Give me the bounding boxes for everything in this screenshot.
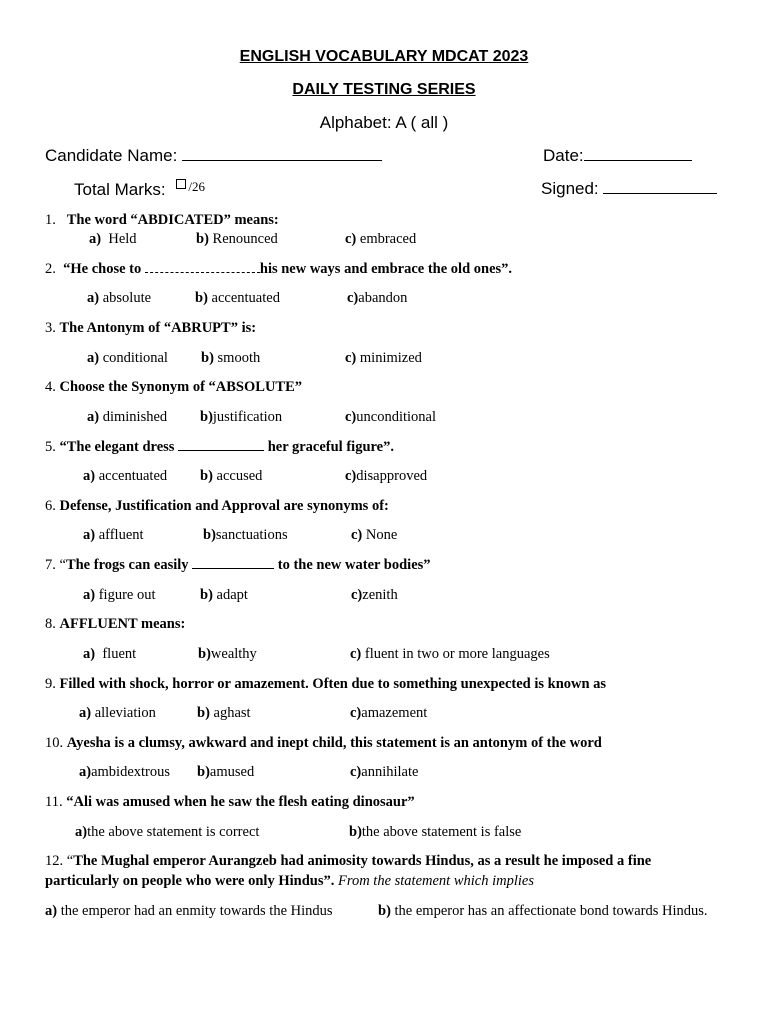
answer-blank[interactable] xyxy=(192,568,274,569)
question-2: 2. “He chose to his new ways and embrace the old ones”. xyxy=(45,261,513,277)
q8-option-b[interactable]: b)wealthy xyxy=(198,646,257,662)
q2-option-a[interactable]: a) absolute xyxy=(87,290,152,306)
date-row xyxy=(543,146,692,166)
q6-option-b[interactable]: b)sanctuations xyxy=(203,527,288,543)
q3-option-b[interactable]: b) smooth xyxy=(201,350,261,366)
q4-option-c[interactable]: c)unconditional xyxy=(345,409,437,425)
question-10: 10. Ayesha is a clumsy, awkward and inept child, this statement is an antonym of the word xyxy=(45,735,602,751)
signed-field[interactable] xyxy=(603,193,717,194)
q2-option-c[interactable]: c)abandon xyxy=(347,290,408,306)
candidate-name-label: Candidate Name: xyxy=(45,146,178,165)
question-7: 7. “The frogs can easily to the new water bodies” xyxy=(45,557,431,573)
q4-option-a[interactable]: a) diminished xyxy=(87,409,168,425)
q6-option-c[interactable]: c) None xyxy=(351,527,398,543)
question-9: 9. Filled with shock, horror or amazement. Often due to something unexpected is known as xyxy=(45,676,607,692)
question-1 xyxy=(45,212,279,229)
q5-option-a[interactable]: a) accentuated xyxy=(83,468,168,484)
answer-blank[interactable] xyxy=(178,450,264,451)
candidate-name-row xyxy=(45,146,382,166)
q8-option-a[interactable]: a) fluent xyxy=(83,646,137,662)
alphabet-label: Alphabet: A ( all ) xyxy=(319,113,449,132)
question-4: 4. Choose the Synonym of “ABSOLUTE” xyxy=(45,379,303,395)
question-text: The word “ABDICATED” means: xyxy=(66,212,279,228)
date-field[interactable] xyxy=(584,160,692,161)
q1-option-c[interactable]: c) embraced xyxy=(345,231,417,247)
date-label: Date: xyxy=(543,146,584,165)
q7-option-b[interactable]: b) adapt xyxy=(200,587,248,603)
marks-box[interactable] xyxy=(176,179,186,189)
q3-option-c[interactable]: c) minimized xyxy=(345,350,422,366)
q9-option-a[interactable]: a) alleviation xyxy=(79,705,156,721)
q2-option-b[interactable]: b) accentuated xyxy=(195,290,280,306)
q7-option-a[interactable]: a) figure out xyxy=(83,587,156,603)
question-8: 8. AFFLUENT means: xyxy=(45,616,186,632)
q5-option-c[interactable]: c)disapproved xyxy=(345,468,428,484)
q11-option-b[interactable]: b)the above statement is false xyxy=(349,824,522,840)
question-12: 12. “The Mughal emperor Aurangzeb had animosity towards Hindus, as a result he imposed a fine xyxy=(45,853,652,869)
q10-option-c[interactable]: c)annihilate xyxy=(350,764,419,780)
q5-option-b[interactable]: b) accused xyxy=(200,468,263,484)
candidate-name-field[interactable] xyxy=(182,160,382,161)
signed-row xyxy=(541,179,717,199)
q8-option-c[interactable]: c) fluent in two or more languages xyxy=(350,646,550,662)
q12-option-a[interactable]: a) the emperor had an enmity towards the Hindus xyxy=(45,903,333,919)
series-title: DAILY TESTING SERIES xyxy=(292,81,476,98)
signed-label: Signed: xyxy=(541,179,599,198)
q9-option-c[interactable]: c)amazement xyxy=(350,705,428,721)
q4-option-b[interactable]: b)justification xyxy=(200,409,283,425)
answer-blank[interactable] xyxy=(145,272,260,273)
question-5: 5. “The elegant dress her graceful figure”. xyxy=(45,439,394,455)
question-6: 6. Defense, Justification and Approval are synonyms of: xyxy=(45,498,389,514)
q11-option-a[interactable]: a)the above statement is correct xyxy=(75,824,260,840)
question-number: 1. xyxy=(45,212,56,228)
q6-option-a[interactable]: a) affluent xyxy=(83,527,144,543)
question-3: 3. The Antonym of “ABRUPT” is: xyxy=(45,320,257,336)
total-marks-label: Total Marks: xyxy=(74,180,166,199)
q7-option-c[interactable]: c)zenith xyxy=(351,587,398,603)
q10-option-b[interactable]: b)amused xyxy=(197,764,255,780)
total-marks-value: /26 xyxy=(188,179,205,194)
q9-option-b[interactable]: b) aghast xyxy=(197,705,251,721)
q10-option-a[interactable]: a)ambidextrous xyxy=(79,764,171,780)
document-title: ENGLISH VOCABULARY MDCAT 2023 xyxy=(239,48,529,65)
q1-option-a[interactable]: a) Held xyxy=(89,231,137,247)
question-11: 11. “Ali was amused when he saw the flesh eating dinosaur” xyxy=(45,794,415,810)
q1-option-b[interactable]: b) Renounced xyxy=(196,231,278,247)
total-marks-row xyxy=(74,179,205,200)
question-12-line2: particularly on people who were only Hindus”. From the statement which implies xyxy=(45,873,534,889)
q3-option-a[interactable]: a) conditional xyxy=(87,350,168,366)
q12-option-b[interactable]: b) the emperor has an affectionate bond towards Hindus. xyxy=(378,903,708,919)
